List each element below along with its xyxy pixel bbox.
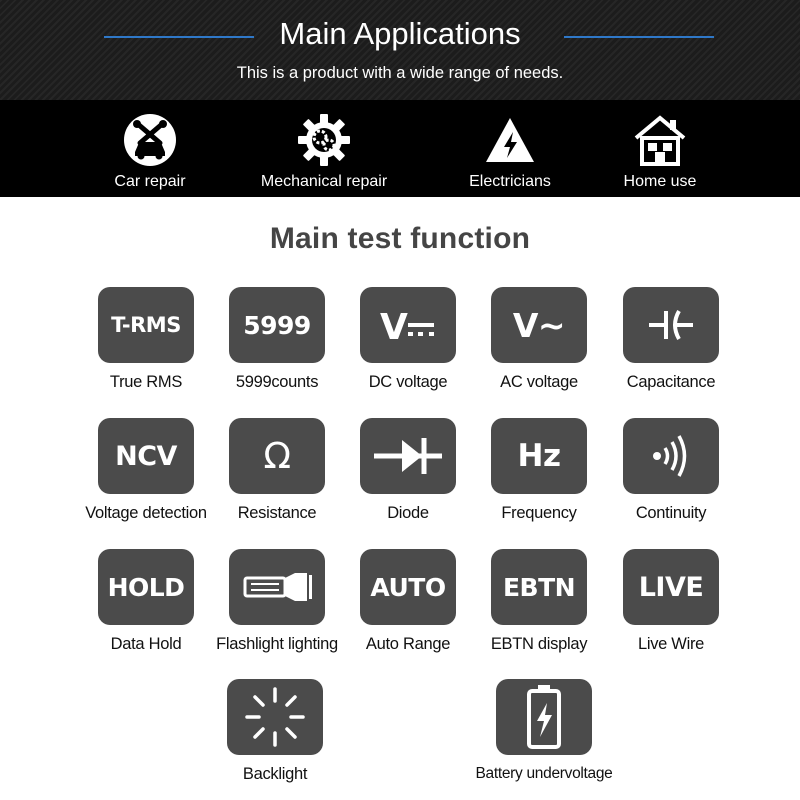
diode-icon xyxy=(360,418,456,494)
battery-low-icon xyxy=(496,679,592,755)
app-label-car-repair: Car repair xyxy=(114,173,186,190)
hz-icon: Hz xyxy=(491,418,587,494)
title-line-right xyxy=(564,36,714,38)
app-label-electricians: Electricians xyxy=(469,173,551,190)
function-label: Capacitance xyxy=(626,373,716,391)
function-label: Live Wire xyxy=(637,635,705,653)
function-diode xyxy=(338,418,478,528)
applications-bar xyxy=(0,100,800,197)
app-label-home-use: Home use xyxy=(623,173,697,190)
svg-text:V: V xyxy=(380,307,408,348)
auto-icon: AUTO xyxy=(360,549,456,625)
function-label: Battery undervoltage xyxy=(475,765,613,782)
function-ac-voltage xyxy=(469,287,609,397)
hold-icon: HOLD xyxy=(98,549,194,625)
function-label: Auto Range xyxy=(365,635,451,653)
app-label-mechanical-repair: Mechanical repair xyxy=(260,173,388,190)
function-label: Continuity xyxy=(635,504,707,522)
function-capacitance xyxy=(601,287,741,397)
house-icon xyxy=(632,112,688,168)
banner-subtitle: This is a product with a wide range of needs. xyxy=(236,64,564,82)
car-repair-icon xyxy=(122,112,178,168)
backlight-icon xyxy=(227,679,323,755)
gear-icon xyxy=(296,112,352,168)
section-title: Main test function xyxy=(269,222,531,255)
function-data-hold xyxy=(76,549,216,659)
continuity-icon xyxy=(623,418,719,494)
function-battery-undervoltage xyxy=(474,679,614,789)
function-live-wire xyxy=(601,549,741,659)
function-label: Backlight xyxy=(242,765,308,783)
live-icon: LIVE xyxy=(623,549,719,625)
ohm-icon: Ω xyxy=(229,418,325,494)
high-voltage-icon xyxy=(482,112,538,168)
function-flashlight-lighting xyxy=(207,549,347,659)
t-rms-icon: T-RMS xyxy=(98,287,194,363)
function-dc-voltage xyxy=(338,287,478,397)
ebtn-icon: EBTN xyxy=(491,549,587,625)
function-voltage-detection xyxy=(76,418,216,528)
function-auto-range xyxy=(338,549,478,659)
capacitor-icon xyxy=(623,287,719,363)
app-item-home-use xyxy=(570,100,750,197)
function-label: 5999counts xyxy=(235,373,319,391)
function-label: Data Hold xyxy=(110,635,182,653)
function-label: DC voltage xyxy=(368,373,448,391)
function-label: Diode xyxy=(387,504,429,522)
function-resistance xyxy=(207,418,347,528)
ac-voltage-icon: V~ xyxy=(491,287,587,363)
function-true-rms xyxy=(76,287,216,397)
function-label: Resistance xyxy=(237,504,317,522)
function-frequency xyxy=(469,418,609,528)
function-label: Frequency xyxy=(501,504,577,522)
function-continuity xyxy=(601,418,741,528)
function-label: EBTN display xyxy=(490,635,588,653)
function-label: True RMS xyxy=(109,373,183,391)
function-ebtn-display xyxy=(469,549,609,659)
app-item-car-repair xyxy=(60,100,240,197)
dc-voltage-icon xyxy=(360,287,456,363)
ncv-icon: NCV xyxy=(98,418,194,494)
banner-title: Main Applications xyxy=(279,16,521,51)
function-label: Voltage detection xyxy=(85,504,207,522)
flashlight-icon xyxy=(229,549,325,625)
function-label: Flashlight lighting xyxy=(216,635,338,653)
function-backlight xyxy=(205,679,345,789)
function-label: AC voltage xyxy=(500,373,578,391)
top-banner xyxy=(0,0,800,100)
5999-icon: 5999 xyxy=(229,287,325,363)
app-item-mechanical-repair xyxy=(234,100,414,197)
function-5999counts xyxy=(207,287,347,397)
